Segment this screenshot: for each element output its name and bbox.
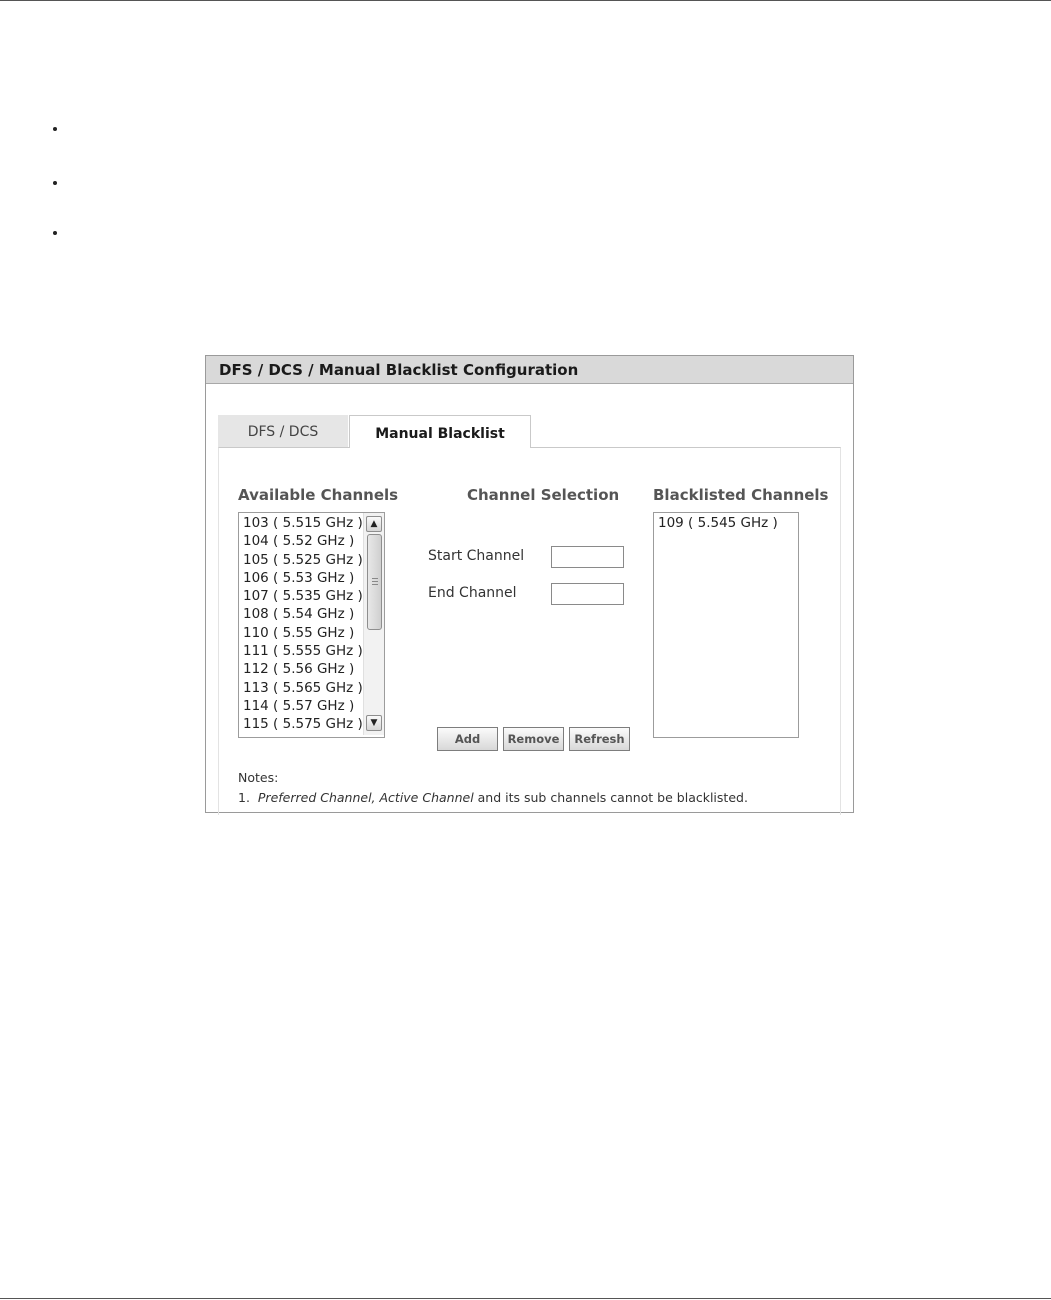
scroll-thumb[interactable] — [367, 534, 382, 630]
list-item[interactable]: 113 ( 5.565 GHz ) — [243, 679, 363, 696]
note-italic: Preferred Channel, Active Channel — [257, 790, 474, 805]
start-channel-input[interactable] — [551, 546, 624, 568]
add-button[interactable]: Add — [437, 727, 498, 751]
list-item[interactable]: 107 ( 5.535 GHz ) — [243, 588, 363, 605]
list-item[interactable]: 111 ( 5.555 GHz ) — [243, 643, 363, 660]
bullet-2 — [53, 181, 57, 185]
list-item[interactable]: 110 ( 5.55 GHz ) — [243, 624, 355, 641]
blacklisted-channels-title: Blacklisted Channels — [653, 486, 829, 504]
list-item[interactable]: 108 ( 5.54 GHz ) — [243, 606, 355, 623]
available-scrollbar[interactable] — [363, 513, 384, 735]
list-item[interactable]: 112 ( 5.56 GHz ) — [243, 661, 355, 678]
channel-selection-title: Channel Selection — [467, 486, 620, 504]
list-item[interactable]: 106 ( 5.53 GHz ) — [243, 569, 355, 586]
bullet-1 — [53, 127, 57, 131]
tab-manual-blacklist[interactable]: Manual Blacklist — [349, 415, 531, 448]
notes-title: Notes: — [238, 770, 279, 785]
end-channel-label: End Channel — [428, 585, 517, 601]
list-item[interactable]: 114 ( 5.57 GHz ) — [243, 697, 355, 714]
note-number: 1. — [238, 790, 250, 805]
list-item[interactable]: 103 ( 5.515 GHz ) — [243, 515, 363, 531]
start-channel-label: Start Channel — [428, 548, 525, 564]
scroll-up-icon[interactable]: ▲ — [366, 516, 382, 532]
page-top-rule — [0, 0, 1051, 1]
scroll-down-icon[interactable]: ▼ — [366, 715, 382, 731]
panel-title: DFS / DCS / Manual Blacklist Configuration — [206, 356, 853, 384]
notes — [238, 768, 748, 808]
list-item[interactable]: 109 ( 5.545 GHz ) — [658, 515, 778, 531]
refresh-button[interactable]: Refresh — [569, 727, 630, 751]
tab-content — [218, 447, 841, 815]
list-item[interactable]: 115 ( 5.575 GHz ) — [243, 716, 363, 733]
available-channels-list[interactable] — [238, 512, 385, 738]
note-1 — [238, 788, 748, 808]
blacklist-config-panel — [205, 355, 854, 813]
remove-button[interactable]: Remove — [503, 727, 564, 751]
tab-dfs-dcs[interactable]: DFS / DCS — [218, 415, 348, 447]
bullet-3 — [53, 231, 57, 235]
end-channel-input[interactable] — [551, 583, 624, 605]
list-item[interactable]: 105 ( 5.525 GHz ) — [243, 551, 363, 568]
page-bottom-rule — [0, 1298, 1051, 1299]
note-text: and its sub channels cannot be blacklisted. — [473, 790, 748, 805]
available-channels-title: Available Channels — [238, 486, 399, 504]
blacklisted-channels-list[interactable] — [653, 512, 799, 738]
list-item[interactable]: 104 ( 5.52 GHz ) — [243, 533, 355, 550]
